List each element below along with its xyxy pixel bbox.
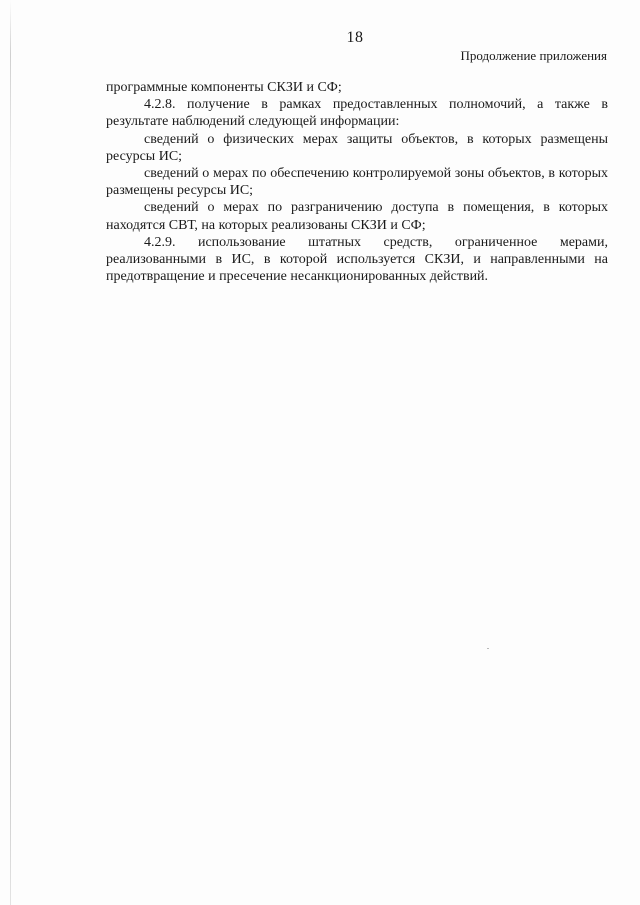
document-body	[106, 79, 608, 285]
paragraph-controlled-zone: сведений о мерах по обеспечению контролируемой зоны объектов, в которых размещены ресурсы ИС;	[106, 166, 608, 199]
paragraph-continuation: программные компоненты СКЗИ и СФ;	[106, 80, 342, 95]
appendix-continuation-note: Продолжение приложения	[460, 48, 607, 63]
paragraph-4-2-8: 4.2.8. получение в рамках предоставленных полномочий, а также в результате наблюдений следующей информации:	[106, 97, 608, 130]
paragraph-4-2-9: 4.2.9. использование штатных средств, ограниченное мерами, реализованными в ИС, в которой используется СКЗИ, и направленными на предотвращение и пресечение несанкционированных действий.	[106, 234, 608, 285]
paragraph-physical-measures: сведений о физических мерах защиты объектов, в которых размещены ресурсы ИС;	[106, 131, 608, 164]
scan-edge-line	[10, 0, 11, 905]
scan-speck	[487, 648, 489, 649]
page-number: 18	[346, 29, 364, 46]
paragraph-access-control: сведений о мерах по разграничению доступа в помещения, в которых находятся СВТ, на которых реализованы СКЗИ и СФ;	[106, 200, 608, 233]
